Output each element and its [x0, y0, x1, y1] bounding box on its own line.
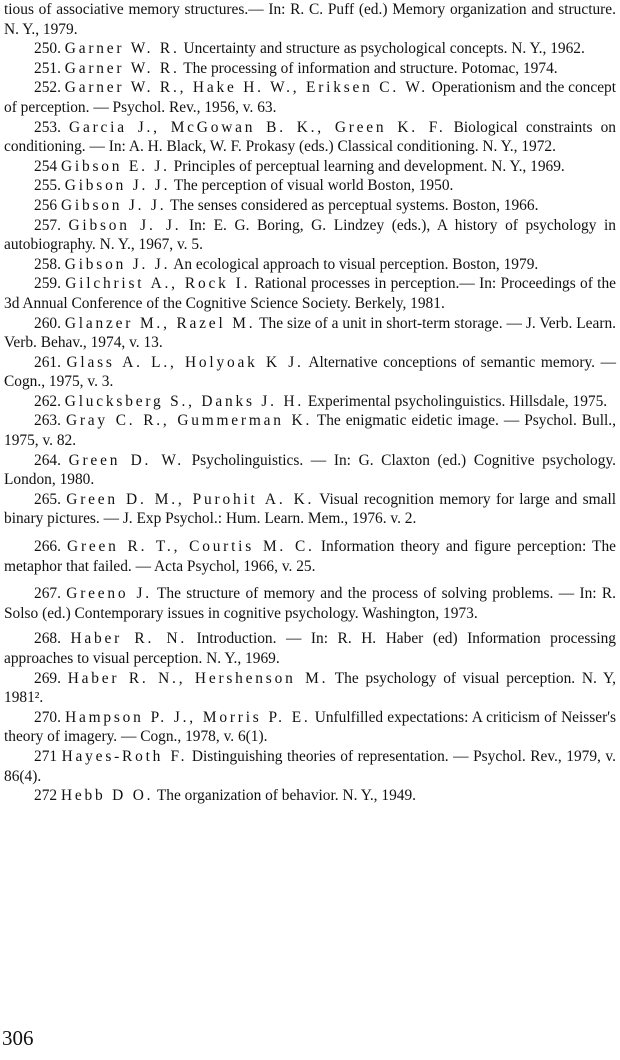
reference-entry	[4, 392, 616, 412]
reference-text: Experimental psycholinguistics. Hillsdale, 1975.	[307, 392, 608, 410]
reference-number: 261.	[34, 353, 61, 371]
reference-text: The structure of memory and the process of solving problems. — In: R. Solso (ed.) Contemporary issues in cognitive psychology. Washington, 1973.	[4, 585, 616, 622]
reference-number: 255.	[34, 177, 61, 195]
reference-author: Gilchrist A., Rock I.	[65, 275, 251, 293]
reference-author: Glucksberg S., Danks J. H.	[64, 392, 305, 410]
reference-entry	[4, 411, 616, 450]
reference-text: The psychology of visual perception. N. Y, 1981².	[4, 669, 617, 707]
reference-author: Garner W. R., Hake H. W., Eriksen C. W.	[64, 79, 428, 97]
reference-entry	[4, 708, 616, 747]
reference-author: Green D. W.	[68, 451, 184, 469]
reference-entry	[4, 157, 616, 177]
reference-text: Information theory and figure perception: The metaphor that failed. — Acta Psychol, 1966, v. 25.	[4, 538, 616, 575]
reference-number: 256	[34, 196, 58, 214]
reference-number: 259.	[34, 275, 61, 293]
reference-entry	[4, 176, 616, 196]
reference-entry	[4, 0, 616, 39]
reference-number: 257.	[34, 216, 61, 234]
reference-author: Gibson J. J.	[64, 255, 171, 273]
reference-author: Hampson P. J., Morris P. E.	[65, 708, 311, 726]
reference-text: An ecological approach to visual perception. Boston, 1979.	[173, 255, 539, 273]
reference-author: Hebb D O.	[60, 787, 154, 805]
reference-author: Haber R. N., Hershenson M.	[67, 669, 329, 687]
reference-number: 262.	[34, 392, 61, 410]
reference-number: 268.	[34, 630, 61, 648]
reference-number: 252.	[34, 79, 61, 97]
reference-number: 251.	[34, 59, 61, 77]
page-number: 306	[2, 1026, 34, 1050]
reference-author: Gibson J. J.	[60, 196, 167, 214]
reference-text: The processing of information and structure. Potomac, 1974.	[183, 59, 558, 77]
reference-entry	[4, 490, 616, 529]
reference-entry	[4, 216, 616, 255]
reference-text: In: E. G. Boring, G. Lindzey (eds.), A history of psychology in autobiography. N. Y., 1967, v. 5.	[4, 216, 616, 254]
reference-text: Biological constraints on conditioning. — In: A. H. Black, W. F. Prokasy (eds.) Classical conditioning. N. Y., 1972.	[4, 118, 616, 156]
reference-entry	[4, 78, 616, 117]
reference-author: Gibson E. J.	[60, 157, 170, 175]
reference-text: The enigmatic eidetic image. — Psychol. Bull., 1975, v. 82.	[4, 412, 616, 450]
reference-author: Green R. T., Courtis M. C.	[67, 538, 315, 556]
reference-author: Glass A. L., Holyoak K J.	[66, 353, 304, 371]
reference-entry	[4, 255, 616, 275]
reference-text: Visual recognition memory for large and small binary pictures. — J. Exp Psychol.: Hum. Learn. Mem., 1976. v. 2.	[4, 490, 616, 528]
reference-number: 269.	[34, 669, 61, 687]
reference-number: 253.	[34, 118, 61, 136]
reference-entry	[4, 669, 616, 708]
reference-author: Garner W. R.	[64, 40, 180, 58]
reference-text: Unfulfilled expectations: A criticism of Neisser's theory of imagery. — Cogn., 1978, v. 6(1).	[4, 708, 616, 746]
reference-entry	[4, 353, 616, 392]
reference-number: 260.	[34, 314, 61, 332]
reference-author: Garner W. R.	[64, 59, 180, 77]
reference-text: Psycholinguistics. — In: G. Claxton (ed.) Cognitive psychology. London, 1980.	[4, 451, 616, 489]
reference-number: 267.	[34, 585, 61, 603]
reference-text: Operationism and the concept of perception. — Psychol. Rev., 1956, v. 63.	[4, 79, 616, 116]
reference-entry	[4, 629, 616, 668]
reference-entry	[4, 39, 616, 59]
reference-number: 250.	[34, 40, 61, 58]
reference-number: 258.	[34, 255, 61, 273]
reference-text: Alternative conceptions of semantic memory. — Cogn., 1975, v. 3.	[4, 353, 616, 391]
reference-author: Glanzer M., Razel M.	[64, 314, 256, 332]
reference-entry	[4, 584, 616, 623]
reference-entry	[4, 59, 616, 79]
reference-number: 263.	[34, 412, 61, 430]
reference-entry	[4, 118, 616, 157]
reference-author: Haber R. N.	[70, 630, 188, 648]
reference-list	[4, 0, 616, 806]
reference-text: The perception of visual world Boston, 1950.	[173, 177, 454, 195]
reference-author: Gibson J. J.	[68, 216, 182, 234]
reference-number: 270.	[34, 708, 61, 726]
reference-author: Greeno J.	[66, 585, 152, 603]
reference-author: Garcia J., McGowan B. K., Green K. F.	[69, 118, 446, 136]
reference-number: 266.	[34, 538, 61, 556]
reference-text: Uncertainty and structure as psychological concepts. N. Y., 1962.	[183, 40, 585, 58]
reference-entry	[4, 786, 616, 806]
reference-entry	[4, 537, 616, 576]
reference-number: 271	[34, 747, 58, 765]
reference-entry	[4, 451, 616, 490]
reference-text: tious of associative memory structures.— In: R. C. Puff (ed.) Memory organization and structure. N. Y., 1979.	[4, 1, 616, 38]
reference-number: 254	[34, 157, 58, 175]
reference-entry	[4, 314, 616, 353]
reference-text: Rational processes in perception.— In: Proceedings of the 3d Annual Conference of the Cognitive Science Society. Berkely, 1981.	[4, 275, 616, 312]
reference-number: 265.	[34, 490, 61, 508]
reference-author: Hayes-Roth F.	[61, 747, 188, 765]
reference-entry	[4, 196, 616, 216]
reference-author: Gibson J. J.	[64, 177, 171, 195]
reference-entry	[4, 274, 616, 313]
reference-text: Introduction. — In: R. H. Haber (ed) Information processing approaches to visual perception. N. Y., 1969.	[4, 630, 616, 667]
reference-text: The senses considered as perceptual systems. Boston, 1966.	[169, 196, 539, 214]
reference-number: 264.	[34, 451, 61, 469]
reference-entry	[4, 747, 616, 786]
reference-text: The size of a unit in short-term storage. — J. Verb. Learn. Verb. Behav., 1974, v. 13.	[4, 314, 616, 352]
reference-text: Principles of perceptual learning and development. N. Y., 1969.	[173, 157, 565, 175]
reference-text: The organization of behavior. N. Y., 1949.	[156, 787, 417, 805]
reference-author: Gray C. R., Gummerman K.	[65, 412, 313, 430]
reference-text: Distinguishing theories of representation. — Psychol. Rev., 1979, v. 86(4).	[4, 747, 616, 785]
reference-author: Green D. M., Purohit A. K.	[66, 490, 315, 508]
reference-number: 272	[34, 787, 58, 805]
